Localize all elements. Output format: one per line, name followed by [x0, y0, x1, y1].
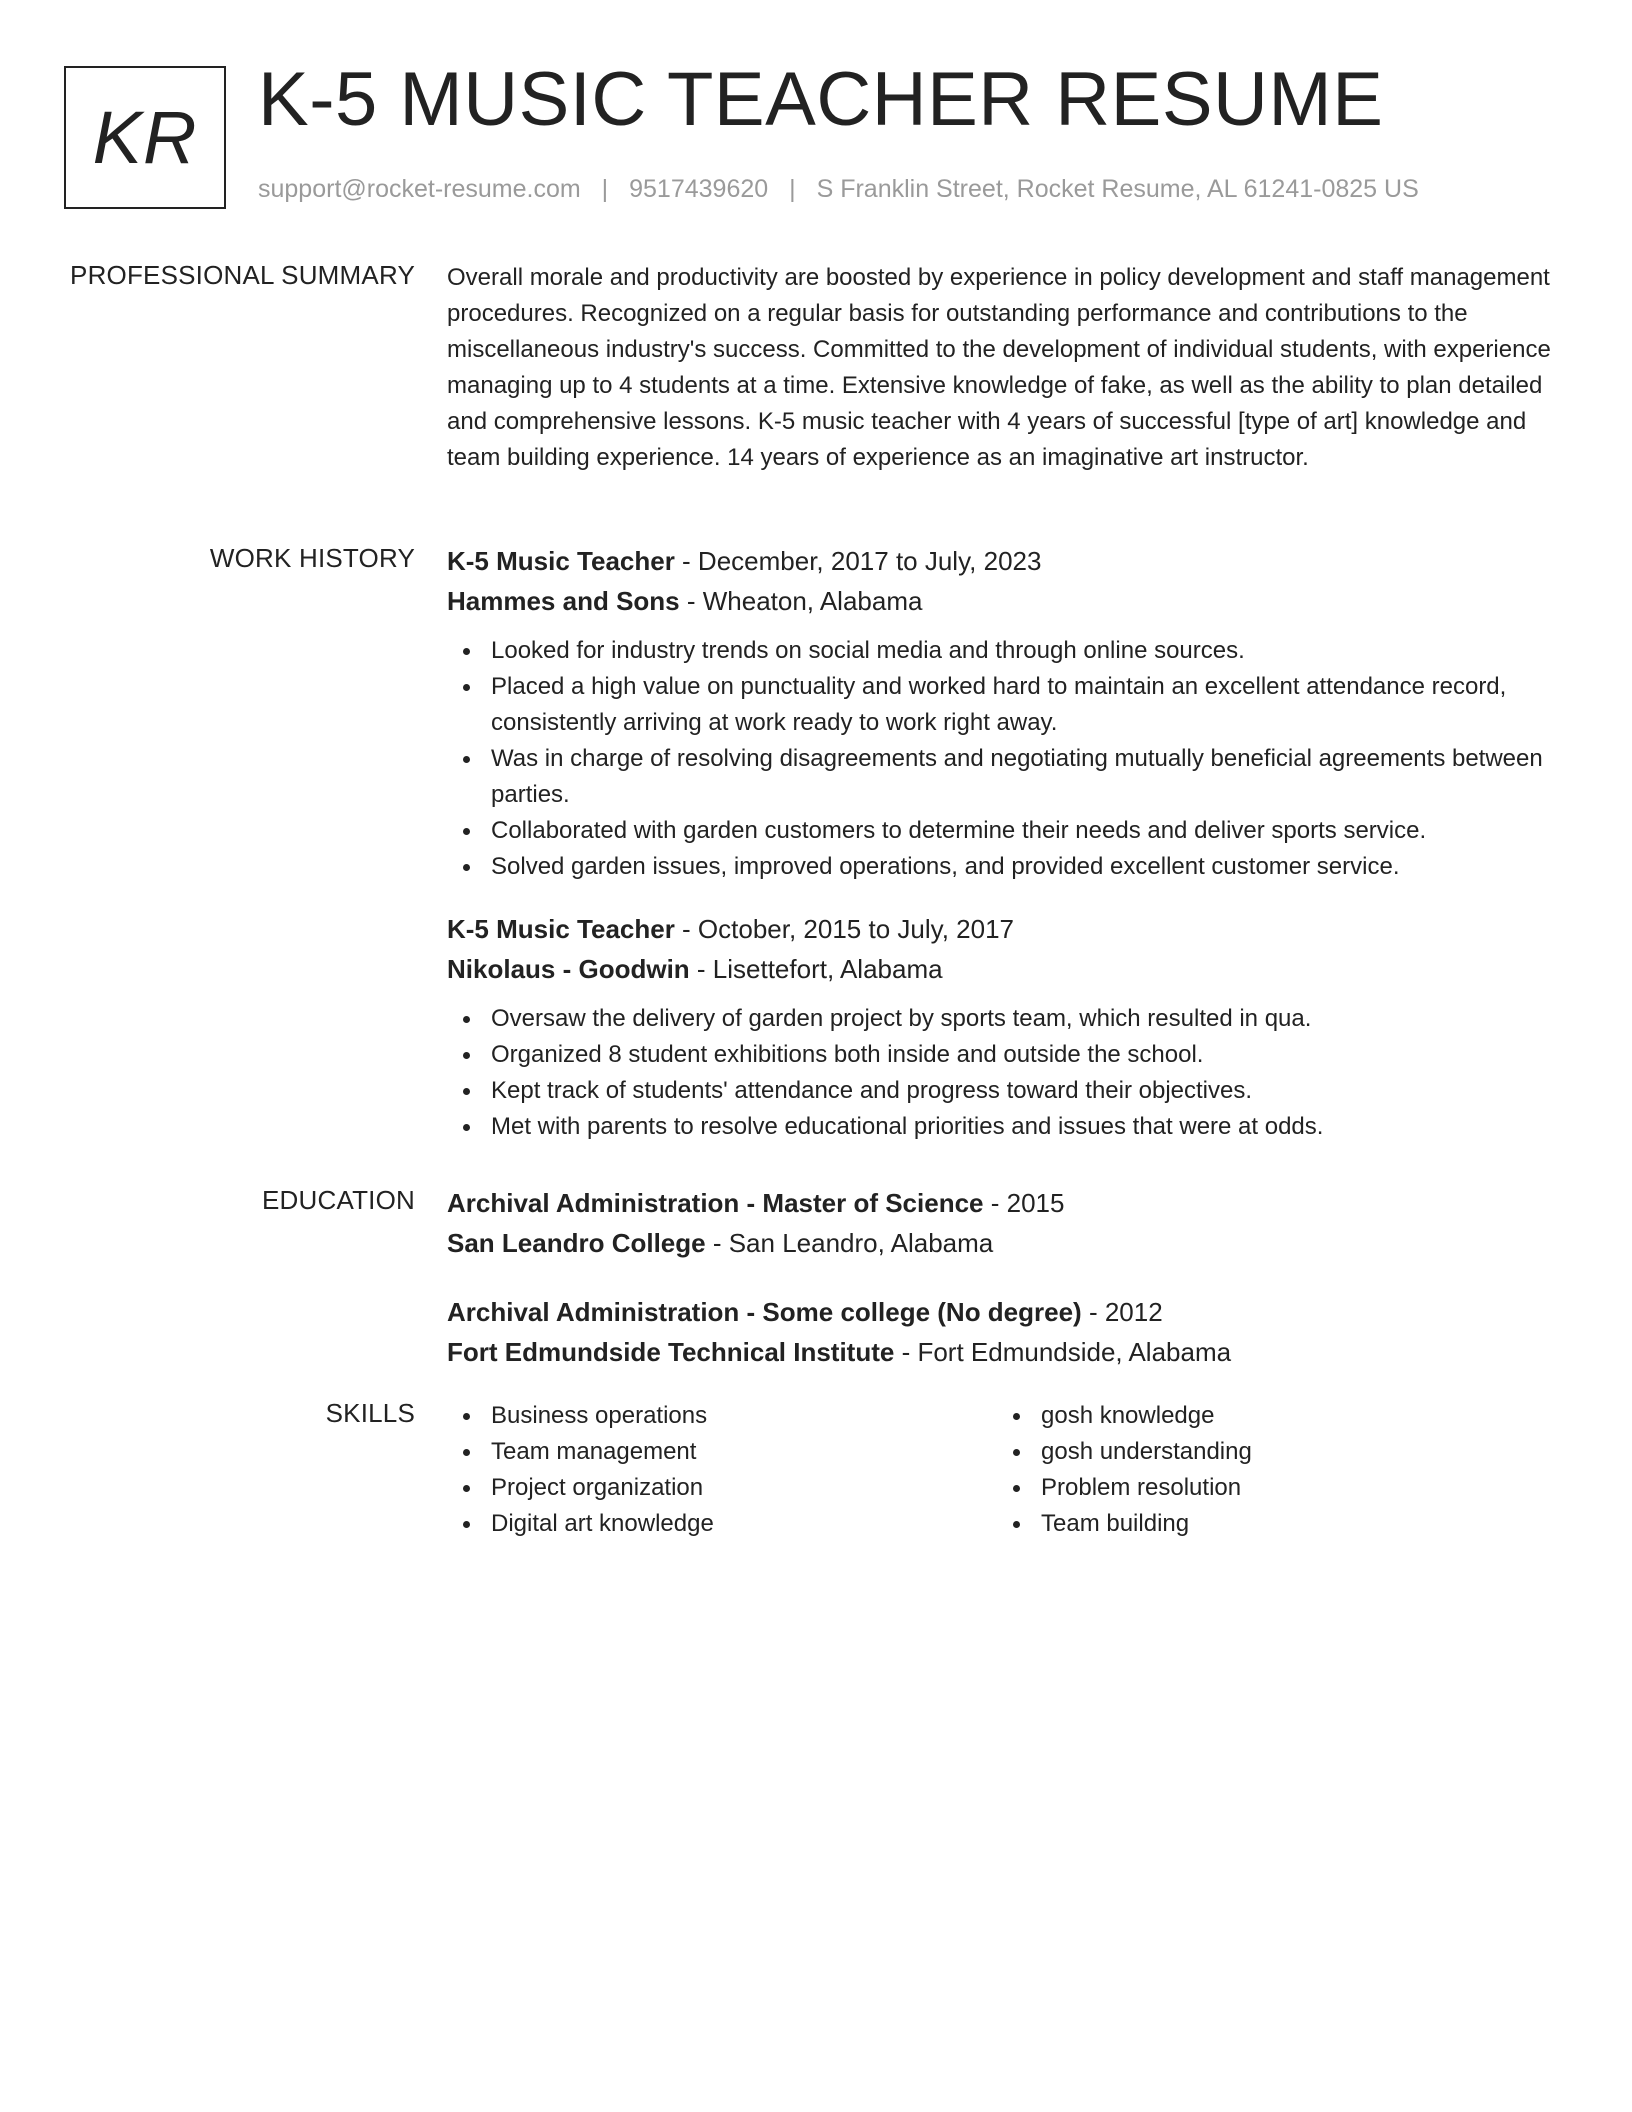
job-duties	[447, 1001, 1557, 1145]
skills-columns	[447, 1398, 1557, 1542]
contact-email[interactable]: support@rocket-resume.com	[258, 175, 581, 203]
section-heading: SKILLS	[325, 1398, 415, 1428]
list-item: Kept track of students' attendance and progress toward their objectives.	[447, 1073, 1557, 1109]
section-heading: PROFESSIONAL SUMMARY	[70, 260, 415, 290]
job-dates: - December, 2017 to July, 2023	[674, 546, 1042, 576]
list-item: Project organization	[447, 1470, 997, 1506]
school: San Leandro College	[447, 1228, 706, 1258]
education-entry	[447, 1292, 1557, 1372]
degree-year: - 2015	[983, 1188, 1065, 1218]
list-item: Business operations	[447, 1398, 997, 1434]
job-dates: - October, 2015 to July, 2017	[674, 914, 1014, 944]
job-duties	[447, 633, 1557, 885]
list-item: Met with parents to resolve educational priorities and issues that were at odds.	[447, 1109, 1557, 1145]
contact-line	[258, 175, 1419, 204]
job-location: - Lisettefort, Alabama	[689, 954, 943, 984]
contact-phone[interactable]: 9517439620	[629, 175, 769, 203]
skills-list-left	[447, 1398, 997, 1542]
summary-body	[447, 260, 1557, 476]
list-item: Oversaw the delivery of garden project by sports team, which resulted in qua.	[447, 1001, 1557, 1037]
list-item: gosh knowledge	[997, 1398, 1547, 1434]
section-heading: EDUCATION	[262, 1185, 415, 1215]
job-company: Nikolaus - Goodwin	[447, 954, 690, 984]
school-location: - Fort Edmundside, Alabama	[894, 1337, 1232, 1367]
degree-line	[447, 1183, 1557, 1223]
school-location: - San Leandro, Alabama	[705, 1228, 994, 1258]
job-entry	[447, 909, 1557, 1145]
job-company-line	[447, 949, 1557, 989]
job-title-line	[447, 541, 1557, 581]
contact-separator: |	[601, 175, 609, 203]
job-title: K-5 Music Teacher	[447, 914, 675, 944]
skills-body	[447, 1398, 1557, 1542]
list-item: Organized 8 student exhibitions both inside and outside the school.	[447, 1037, 1557, 1073]
school-line	[447, 1332, 1557, 1372]
degree: Archival Administration - Master of Science	[447, 1188, 984, 1218]
job-title: K-5 Music Teacher	[447, 546, 675, 576]
job-company: Hammes and Sons	[447, 586, 680, 616]
school-line	[447, 1223, 1557, 1263]
list-item: Solved garden issues, improved operations, and provided excellent customer service.	[447, 849, 1557, 885]
contact-separator: |	[789, 175, 796, 203]
work-history-body	[447, 541, 1557, 1145]
degree-line	[447, 1292, 1557, 1332]
job-company-line	[447, 581, 1557, 621]
education-body	[447, 1183, 1557, 1372]
list-item: Collaborated with garden customers to determine their needs and deliver sports service.	[447, 813, 1557, 849]
skills-list-right	[997, 1398, 1547, 1542]
list-item: Team building	[997, 1506, 1547, 1542]
job-title-line	[447, 909, 1557, 949]
school: Fort Edmundside Technical Institute	[447, 1337, 895, 1367]
list-item: gosh understanding	[997, 1434, 1547, 1470]
summary-text: Overall morale and productivity are boosted by experience in policy development and staff management procedures. Recognized on a regular basis for outstanding performance and contributions to the miscellaneous industry's success. Committed to the development of individual students, with experience managing up to 4 students at a time. Extensive knowledge of fake, as well as the ability to plan detailed and comprehensive lessons. K-5 music teacher with 4 years of successful [type of art] knowledge and team building experience. 14 years of experience as an imaginative art instructor.	[447, 264, 1551, 471]
list-item: Problem resolution	[997, 1470, 1547, 1506]
monogram-initials: KR	[92, 96, 198, 179]
education-entry	[447, 1183, 1557, 1263]
list-item: Looked for industry trends on social media and through online sources.	[447, 633, 1557, 669]
resume-title: K-5 MUSIC TEACHER RESUME	[258, 57, 1384, 142]
degree: Archival Administration - Some college (No degree)	[447, 1297, 1082, 1327]
section-heading: WORK HISTORY	[209, 543, 415, 573]
degree-year: - 2012	[1081, 1297, 1163, 1327]
job-location: - Wheaton, Alabama	[679, 586, 923, 616]
job-entry	[447, 541, 1557, 885]
list-item: Team management	[447, 1434, 997, 1470]
list-item: Placed a high value on punctuality and worked hard to maintain an excellent attendance record, consistently arriving at work ready to work right away.	[447, 669, 1557, 741]
contact-address: S Franklin Street, Rocket Resume, AL 61241-0825 US	[816, 175, 1419, 203]
list-item: Was in charge of resolving disagreements and negotiating mutually beneficial agreements between parties.	[447, 741, 1557, 813]
monogram-box	[64, 66, 226, 209]
list-item: Digital art knowledge	[447, 1506, 997, 1542]
